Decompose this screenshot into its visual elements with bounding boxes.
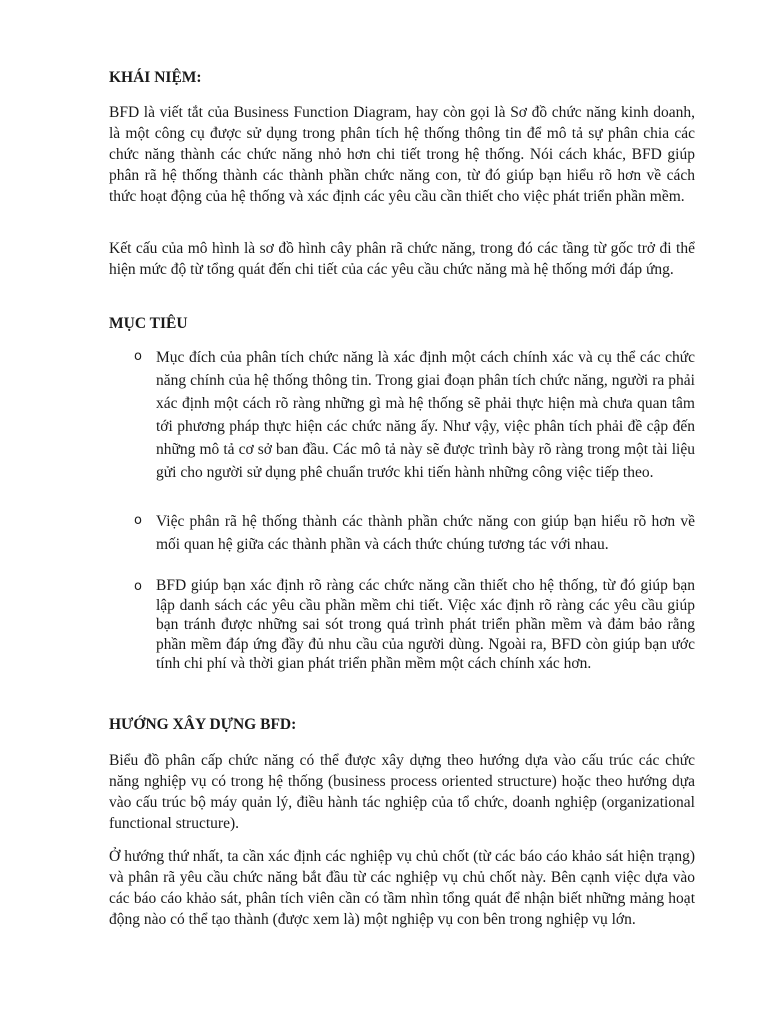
heading-khai-niem: KHÁI NIỆM: (109, 69, 202, 86)
paragraph-bfd-definition: BFD là viết tắt của Business Function Diagram, hay còn gọi là Sơ đồ chức năng kinh doanh, là một công cụ được sử dụng trong phân tích hệ thống thông tin để mô tả sự phân chia các chức năng thành các chức năng nhỏ hơn chi tiết trong hệ thống. Nói cách khác, BFD giúp phân rã hệ thống thành các thành phần chức năng con, từ đó giúp bạn hiểu rõ hơn về cách thức hoạt động của hệ thống và xác định các yêu cầu cần thiết cho việc phát triển phần mềm. (109, 104, 695, 205)
bullet-marker: o (134, 579, 142, 594)
heading-huong-xay-dung: HƯỚNG XÂY DỰNG BFD: (109, 716, 297, 733)
list-item-text: Việc phân rã hệ thống thành các thành phần chức năng con giúp bạn hiểu rõ hơn về mối quan hệ giữa các thành phần và cách thức chúng tương tác với nhau. (156, 513, 695, 553)
paragraph-bfd-structure: Kết cấu của mô hình là sơ đồ hình cây phân rã chức năng, trong đó các tầng từ gốc trở đi thể hiện mức độ từ tổng quát đến chi tiết của các yêu cầu chức năng mà hệ thống mới đáp ứng. (109, 240, 695, 278)
list-item-text: BFD giúp bạn xác định rõ ràng các chức năng cần thiết cho hệ thống, từ đó giúp bạn lập danh sách các yêu cầu phần mềm chi tiết. Việc xác định rõ ràng các yêu cầu giúp bạn tránh được những sai sót trong quá trình phát triển phần mềm và đảm bảo rằng phần mềm đáp ứng đầy đủ nhu cầu của người dùng. Ngoài ra, BFD còn giúp bạn ước tính chi phí và thời gian phát triển phần mềm một cách chính xác hơn. (156, 577, 695, 673)
heading-muc-tieu: MỤC TIÊU (109, 315, 188, 332)
bullet-marker: o (134, 513, 142, 528)
paragraph-bfd-approaches: Biểu đồ phân cấp chức năng có thể được xây dựng theo hướng dựa vào cấu trúc các chức năng nghiệp vụ có trong hệ thống (business process oriented structure) hoặc theo hướng dựa vào cấu trúc bộ máy quản lý, điều hành tác nghiệp của tổ chức, doanh nghiệp (organizational functional structure). (109, 752, 695, 832)
bullet-marker: o (134, 349, 142, 364)
list-item-text: Mục đích của phân tích chức năng là xác định một cách chính xác và cụ thể các chức năng chính của hệ thống thông tin. Trong giai đoạn phân tích chức năng, người ra phải xác định một cách rõ ràng những gì mà hệ thống sẽ phải thực hiện mà chưa quan tâm tới phương pháp thực hiện các chức năng ấy. Như vậy, việc phân tích phải đề cập đến những mô tả cơ sở ban đầu. Các mô tả này sẽ được trình bày rõ ràng trong một tài liệu gửi cho người sử dụng phê chuẩn trước khi tiến hành những công việc tiếp theo. (156, 349, 695, 481)
paragraph-first-approach: Ở hướng thứ nhất, ta cần xác định các nghiệp vụ chủ chốt (từ các báo cáo khảo sát hiện trạng) và phân rã yêu cầu chức năng bắt đầu từ các nghiệp vụ chủ chốt này. Bên cạnh việc dựa vào các báo cáo khảo sát, phân tích viên cần có tầm nhìn tổng quát để nhận biết những mảng hoạt động nào có thể tạo thành (được xem là) một nghiệp vụ con bên trong nghiệp vụ lớn. (109, 848, 695, 928)
